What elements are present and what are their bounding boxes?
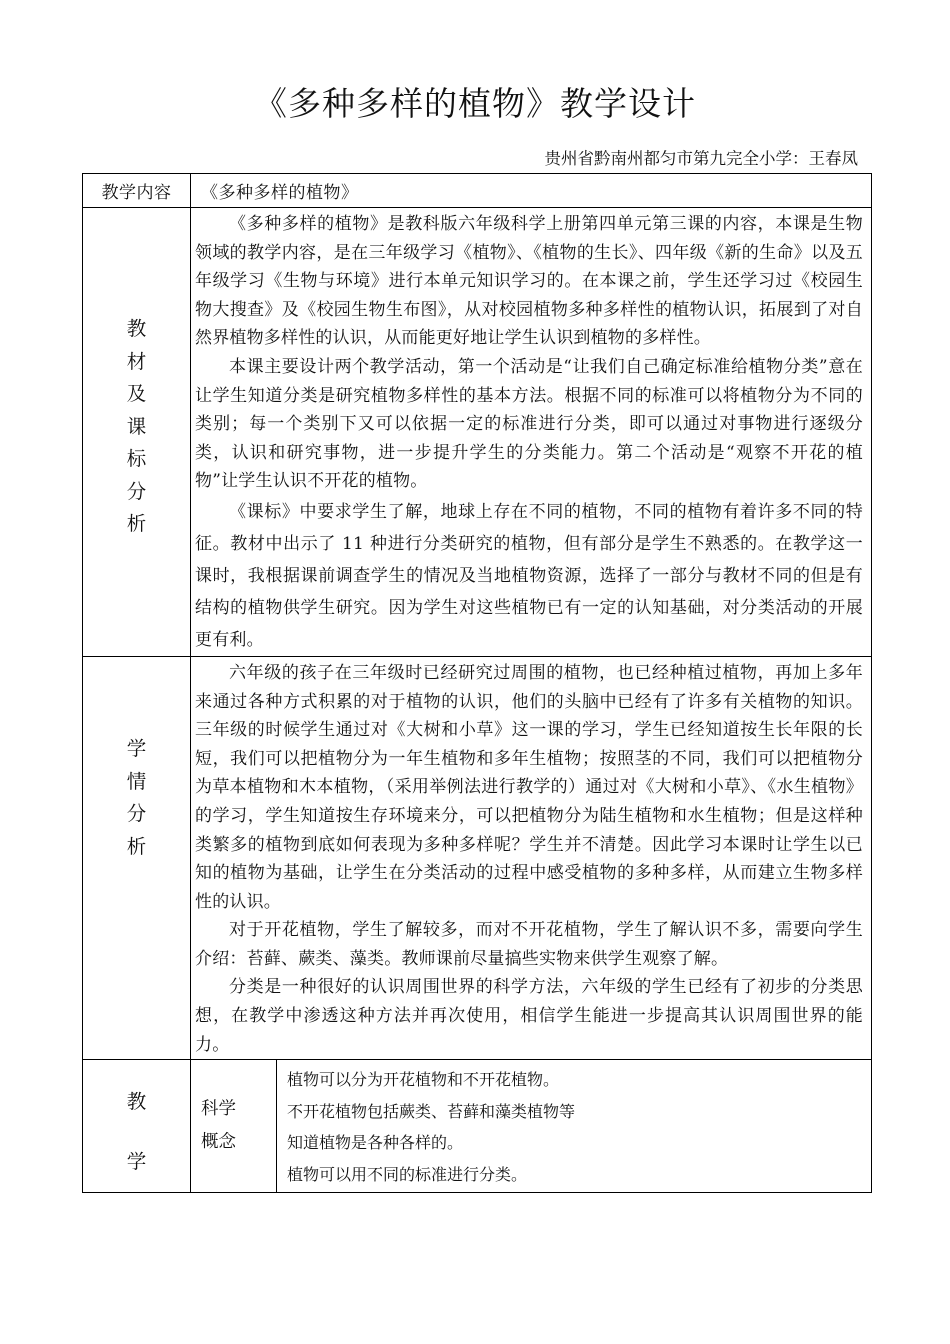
lesson-design-table [82,173,872,1193]
science-concept-label [191,1060,277,1193]
student-analysis-label [83,656,191,1059]
paragraph: 本课主要设计两个教学活动，第一个活动是“让我们自己确定标准给植物分类”意在让学生知道分类是研究植物多样性的基本方法。根据不同的标准可以将植物分为不同的类别；每一个类别下又可以依据一定的标准进行分类，即可以通过对事物进行逐级分类，认识和研究事物，进一步提升学生的分类能力。第二个活动是“观察不开花的植物”让学生认识不开花的植物。 [195,356,863,492]
author-line: 贵州省黔南州都匀市第九完全小学：王春凤 [544,149,858,168]
label-char: 学 [126,1150,147,1174]
label-char: 课 [126,414,147,438]
label-char: 分 [126,802,147,826]
label-char: 分 [126,479,147,503]
paragraph: 对于开花植物，学生了解较多，而对不开花植物，学生了解认识不多，需要向学生介绍：苔藓、蕨类、藻类。教师课前尽量搞些实物来供学生观察了解。 [195,920,863,969]
teaching-label [83,1060,191,1193]
science-concept-list [277,1060,872,1193]
label-char: 情 [126,769,147,793]
label-char: 教 [126,317,147,341]
label-char: 标 [126,447,147,471]
label-line: 科学 [201,1099,236,1120]
textbook-analysis-label [83,208,191,657]
label-char: 学 [126,737,147,761]
paragraph: 《多种多样的植物》是教科版六年级科学上册第四单元第三课的内容，本课是生物领域的教学内容，是在三年级学习《植物》、《植物的生长》、四年级《新的生命》以及五年级学习《生物与环境》进行本单元知识学习的。在本课之前，学生还学习过《校园生物大搜查》及《校园生物生布图》，从对校园植物多种多样性的植物认识，拓展到了对自然界植物多样性的认识，从而能更好地让学生认识到植物的多样性。 [195,214,863,349]
document-title: 《多种多样的植物》教学设计 [254,84,696,123]
content-row [83,174,872,208]
concept-item: 植物可以分为开花植物和不开花植物。 [287,1070,560,1090]
label-char: 析 [126,512,147,536]
concept-item: 植物可以用不同的标准进行分类。 [287,1164,528,1184]
paragraph: 分类是一种很好的认识周围世界的科学方法，六年级的学生已经有了初步的分类思想，在教学中渗透这种方法并再次使用，相信学生能进一步提高其认识周围世界的能力。 [195,977,863,1055]
textbook-analysis-content [191,208,872,657]
student-analysis-content [191,656,872,1059]
label-char: 及 [126,382,147,406]
content-value: 《多种多样的植物》 [191,174,872,208]
label-char: 析 [126,834,147,858]
paragraph: 《课标》中要求学生了解，地球上存在不同的植物，不同的植物有着许多不同的特征。教材中出示了 11 种进行分类研究的植物，但有部分是学生不熟悉的。在教学这一课时，我根据课前调查学生的情况及当地植物资源，选择了一部分与教材不同的但是有结构的植物供学生研究。因为学生对这些植物已有一定的认知基础，对分类活动的开展更有利。 [195,501,863,650]
label-line: 概念 [201,1132,236,1153]
concept-item: 知道植物是各种各样的。 [287,1133,464,1153]
paragraph: 六年级的孩子在三年级时已经研究过周围的植物，也已经种植过植物，再加上多年来通过各种方式积累的对于植物的认识，他们的头脑中已经有了许多有关植物的知识。三年级的时候学生通过对《大树和小草》这一课的学习，学生已经知道按生长年限的长短，我们可以把植物分为一年生植物和多年生植物；按照茎的不同，我们可以把植物分为草本植物和木本植物，（采用举例法进行教学的）通过对《大树和小草》、《水生植物》的学习，学生知道按生存环境来分，可以把植物分为陆生植物和水生植物；但是这样种类繁多的植物到底如何表现为多种多样呢？学生并不清楚。因此学习本课时让学生以已知的植物为基础，让学生在分类活动的过程中感受植物的多种多样，从而建立生物多样性的认识。 [195,662,863,912]
textbook-analysis-row [83,208,872,657]
teaching-row [83,1060,872,1193]
content-label: 教学内容 [83,174,191,208]
student-analysis-row [83,656,872,1059]
label-char: 教 [126,1090,147,1114]
concept-item: 不开花植物包括蕨类、苔藓和藻类植物等 [287,1101,576,1121]
label-char: 材 [126,349,147,373]
